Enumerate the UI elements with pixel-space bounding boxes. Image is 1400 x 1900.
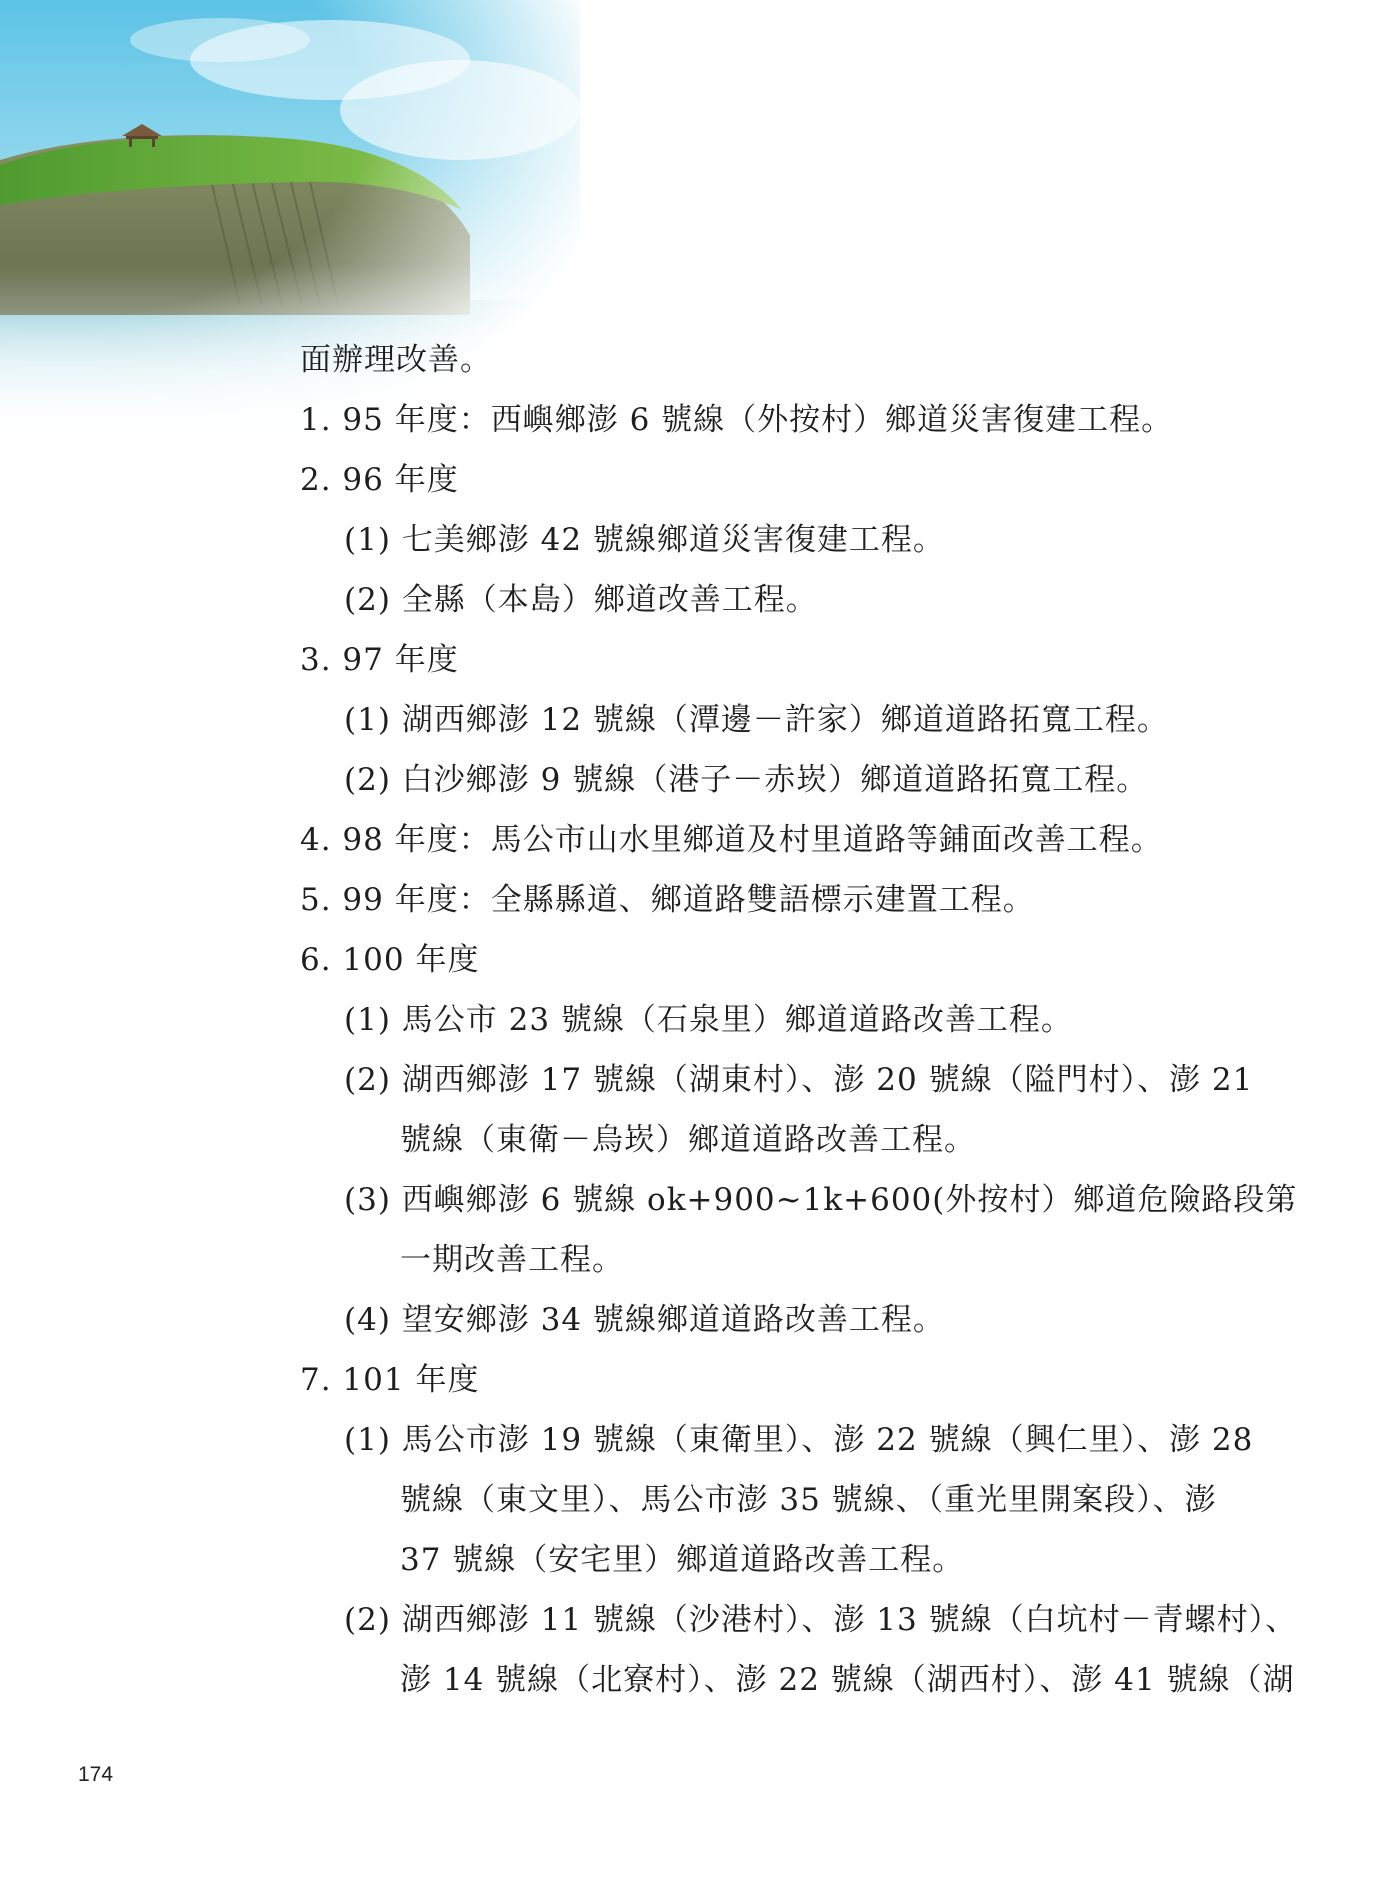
list-item: 面辦理改善。 (300, 342, 492, 378)
sub-list-item: (1) 湖西鄉澎 12 號線（潭邊－許家）鄉道道路拓寬工程。 (344, 702, 1169, 738)
sub-list-item: (2) 全縣（本島）鄉道改善工程。 (344, 582, 818, 618)
list-item: 2. 96 年度 (300, 462, 459, 498)
sub-list-item: (2) 湖西鄉澎 17 號線（湖東村）、澎 20 號線（隘門村）、澎 21 (344, 1062, 1254, 1098)
list-item: 5. 99 年度：全縣縣道、鄉道路雙語標示建置工程。 (300, 882, 1035, 918)
page-number: 174 (78, 1763, 114, 1786)
list-item: 3. 97 年度 (300, 642, 459, 678)
sub-list-item: (1) 馬公市澎 19 號線（東衛里）、澎 22 號線（興仁里）、澎 28 (344, 1422, 1254, 1458)
list-item: 4. 98 年度：馬公市山水里鄉道及村里道路等鋪面改善工程。 (300, 822, 1163, 858)
list-item: 1. 95 年度：西嶼鄉澎 6 號線（外按村）鄉道災害復建工程。 (300, 402, 1174, 438)
sub-list-item: (4) 望安鄉澎 34 號線鄉道道路改善工程。 (344, 1302, 945, 1338)
sub-list-item: (2) 湖西鄉澎 11 號線（沙港村）、澎 13 號線（白坑村－青螺村）、 (344, 1602, 1298, 1638)
sub-list-item: (1) 馬公市 23 號線（石泉里）鄉道道路改善工程。 (344, 1002, 1073, 1038)
continuation-line: 37 號線（安宅里）鄉道道路改善工程。 (400, 1542, 965, 1578)
document-body (300, 330, 1298, 1710)
sub-list-item: (2) 白沙鄉澎 9 號線（港子－赤崁）鄉道道路拓寬工程。 (344, 762, 1149, 798)
continuation-line: 號線（東衛－烏崁）鄉道道路改善工程。 (400, 1122, 976, 1158)
sub-list-item: (3) 西嶼鄉澎 6 號線 ok+900~1k+600(外按村）鄉道危險路段第 (344, 1182, 1298, 1218)
list-item: 6. 100 年度 (300, 942, 480, 978)
continuation-line: 號線（東文里）、馬公市澎 35 號線、（重光里開案段）、澎 (400, 1482, 1217, 1518)
list-item: 7. 101 年度 (300, 1362, 480, 1398)
continuation-line: 一期改善工程。 (400, 1242, 624, 1278)
continuation-line: 澎 14 號線（北寮村）、澎 22 號線（湖西村）、澎 41 號線（湖 (400, 1662, 1295, 1698)
sub-list-item: (1) 七美鄉澎 42 號線鄉道災害復建工程。 (344, 522, 945, 558)
